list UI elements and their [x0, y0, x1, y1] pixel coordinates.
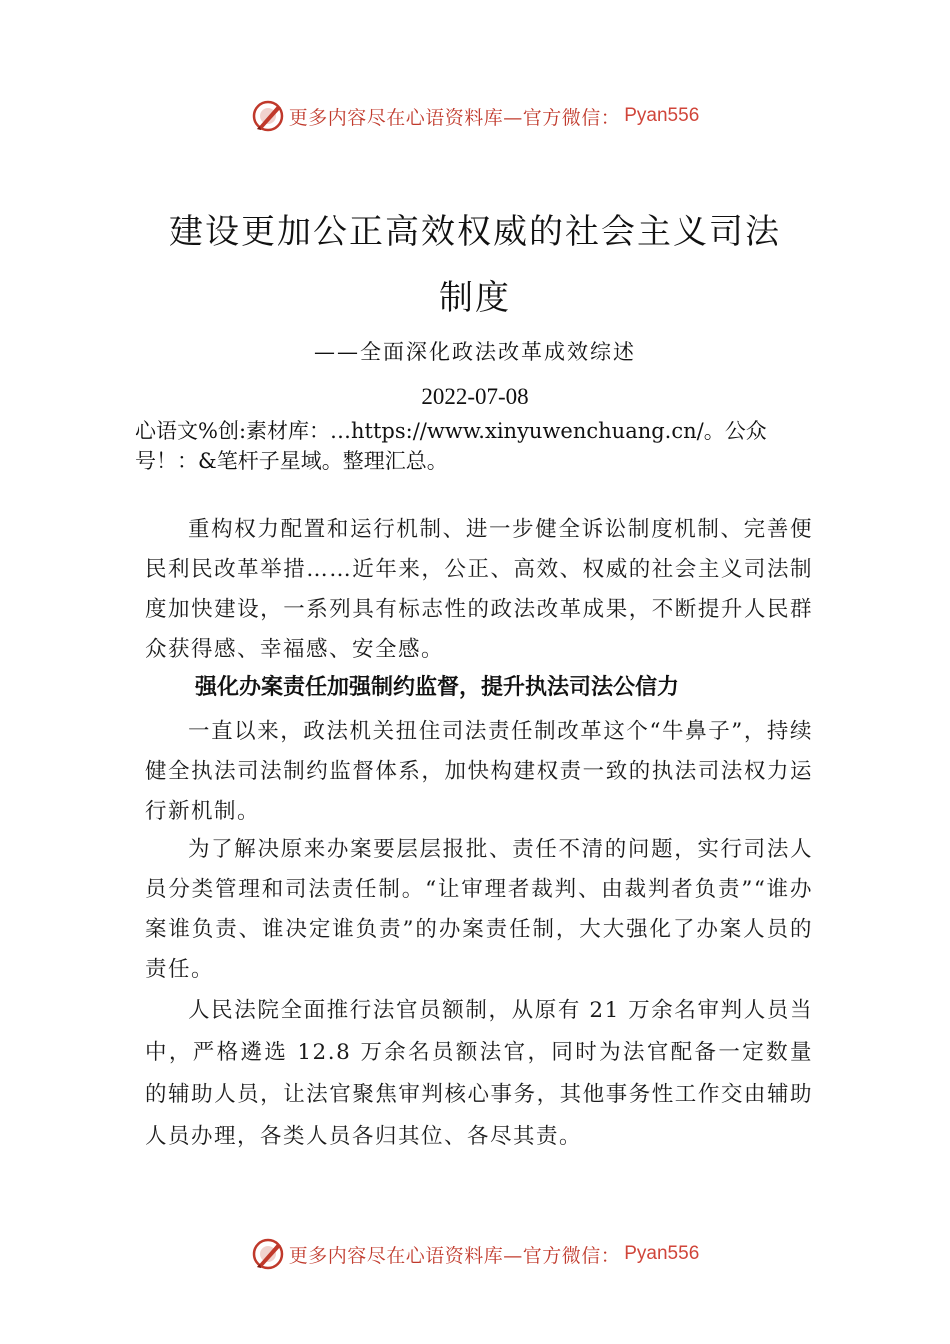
paragraph-2-text: 一直以来，政法机关扭住司法责任制改革这个“牛鼻子”，持续健全执法司法制约监督体系，加快构建权责一致的执法司法权力运行新机制。 [145, 719, 813, 824]
header-banner [0, 96, 950, 136]
paragraph-4-text: 人民法院全面推行法官员额制，从原有 21 万余名审判人员当中，严格遴选 12.8 万余名员额法官，同时为法官配备一定数量的辅助人员，让法官聚焦审判核心事务，其他事务性工作交由辅助人员办理，各类人员各归其位、各尽其责。 [145, 998, 813, 1149]
paragraph-1 [145, 510, 813, 670]
publish-date: 2022-07-08 [421, 384, 529, 409]
footer-banner [0, 1234, 950, 1274]
page-title-line1: 建设更加公正高效权威的社会主义司法 [169, 212, 781, 252]
paragraph-1-text: 重构权力配置和运行机制、进一步健全诉讼制度机制、完善便民利民改革举措……近年来，公正、高效、权威的社会主义司法制度加快建设，一系列具有标志性的政法改革成果，不断提升人民群众获得感、幸福感、安全感。 [145, 517, 813, 662]
paragraph-3-text: 为了解决原来办案要层层报批、责任不清的问题，实行司法人员分类管理和司法责任制。“让审理者裁判、由裁判者负责”“谁办案谁负责、谁决定谁负责”的办案责任制，大大强化了办案人员的责任。 [145, 837, 813, 982]
page-title-line2: 制度 [439, 278, 511, 318]
banner-wechat-id: Pyan556 [624, 105, 700, 126]
banner-text: 更多内容尽在心语资料库—官方微信： [288, 106, 621, 129]
paragraph-3 [145, 830, 813, 990]
banner-text: 更多内容尽在心语资料库—官方微信： [288, 1244, 621, 1267]
banner-wechat-id: Pyan556 [624, 1243, 700, 1264]
paragraph-2 [145, 712, 813, 832]
subtitle: ——全面深化政法改革成效综述 [314, 340, 636, 364]
pen-logo-icon [251, 1237, 285, 1271]
pen-logo-icon [251, 99, 285, 133]
paragraph-4 [145, 990, 813, 1158]
section-heading: 强化办案责任加强制约监督，提升执法司法公信力 [195, 675, 680, 700]
source-note: 心语文%创:素材库：…https://www.xinyuwenchuang.cn/。公众号！：&笔杆子星域。整理汇总。 [135, 419, 767, 473]
